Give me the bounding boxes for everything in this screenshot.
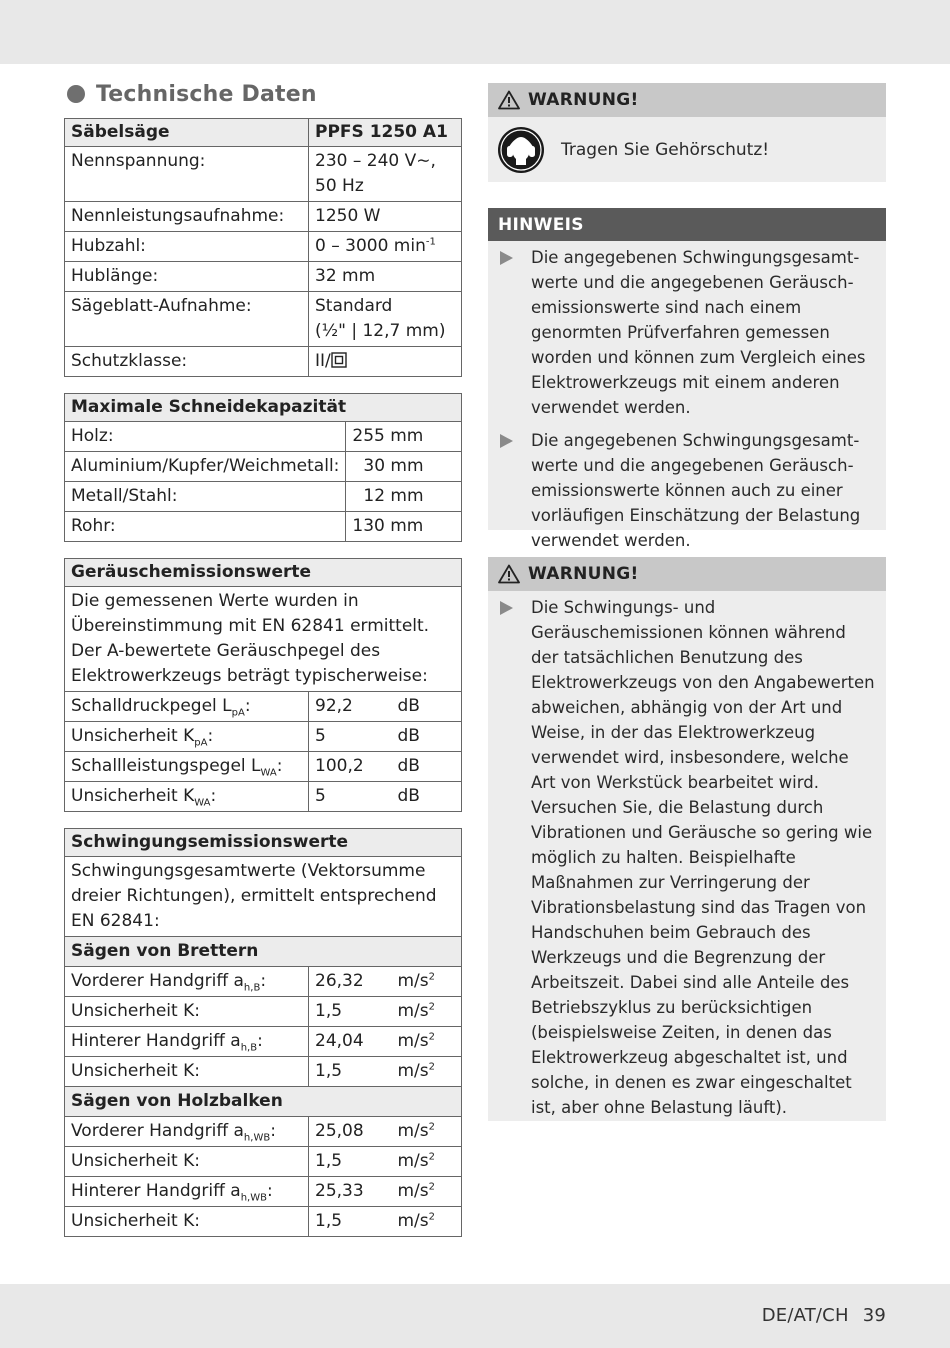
row-label: Sägeblatt-Aufnahme:: [65, 292, 309, 347]
table-row: [65, 1177, 462, 1207]
bullet-triangle-icon: [500, 434, 513, 448]
table-row: [65, 232, 462, 262]
table-row: [65, 262, 462, 292]
table-header-cell: Geräuschemissionswerte: [65, 559, 462, 587]
warning-title: WARNUNG!: [528, 90, 639, 110]
row-unit: $m/s^2$: [392, 1027, 462, 1057]
row-value: Standard (½" | 12,7 mm): [309, 292, 462, 347]
row-label: Unsicherheit K:: [65, 997, 309, 1027]
row-label: Unsicherheit K:: [65, 1057, 309, 1087]
warning-triangle-icon: [498, 90, 520, 110]
spec-table-vibration: [64, 828, 462, 1237]
row-label: Hubzahl:: [65, 232, 309, 262]
row-label: Nennleistungsaufnahme:: [65, 202, 309, 232]
row-unit: $m/s^2$: [392, 1057, 462, 1087]
hint-box: [488, 208, 886, 550]
warning-text: Tragen Sie Gehörschutz!: [561, 140, 770, 160]
row-unit: dB: [392, 782, 462, 812]
row-value: 5: [309, 722, 392, 752]
table-header-cell: Schwingungsemissionswerte: [65, 829, 462, 857]
warning-box-hearing: [488, 83, 886, 182]
table-row: [65, 482, 462, 512]
list-item: [488, 595, 886, 1120]
table-header-row: [65, 829, 462, 857]
top-margin-bar: [0, 0, 950, 64]
table-header-row: [65, 119, 462, 147]
row-label: Schallleistungspegel $L_{WA}$:: [65, 752, 309, 782]
row-value: 1,5: [309, 1147, 392, 1177]
table-subheader-row: [65, 1087, 462, 1117]
hint-text: Die angegebenen Schwingungsgesamtwerte und die angegebenen Geräuschemissionswerte können auch zu einer vorläufigen Einschätzung der Belastung verwendet werden.: [531, 431, 861, 550]
table-header-row: [65, 559, 462, 587]
group-heading: Sägen von Brettern: [65, 937, 462, 967]
row-label: Unsicherheit $K_{pA}$:: [65, 722, 309, 752]
row-value: 100,2: [309, 752, 392, 782]
row-label: Metall/Stahl:: [65, 482, 346, 512]
page-footer: [762, 1305, 886, 1326]
protection-class-ii-icon: [331, 352, 347, 368]
row-value: 1250 W: [309, 202, 462, 232]
warning-content: [488, 117, 886, 183]
row-unit: $m/s^2$: [392, 967, 462, 997]
row-value: 255 mm: [346, 422, 462, 452]
table-row: [65, 967, 462, 997]
row-value: 25,08: [309, 1117, 392, 1147]
spec-table-noise: [64, 558, 462, 812]
hint-title: HINWEIS: [498, 214, 584, 235]
row-label: Nennspannung:: [65, 147, 309, 202]
row-value: 30 mm: [346, 452, 462, 482]
hearing-protection-icon: [497, 126, 545, 174]
table-row: [65, 452, 462, 482]
row-value: 12 mm: [346, 482, 462, 512]
list-item: [488, 428, 886, 553]
row-unit: $m/s^2$: [392, 1177, 462, 1207]
row-label: Vorderer Handgriff $a_{h,B}$:: [65, 967, 309, 997]
warning-content: [488, 591, 886, 1120]
row-label: Rohr:: [65, 512, 346, 542]
hint-header: [488, 208, 886, 241]
table-row: [65, 292, 462, 347]
row-value: 32 mm: [309, 262, 462, 292]
row-unit: $m/s^2$: [392, 1147, 462, 1177]
table-row: [65, 512, 462, 542]
left-column: [64, 80, 462, 1253]
intro-text: Die gemessenen Werte wurden in Übereinstimmung mit EN 62841 ermittelt. Der A-bewertete Geräuschpegel des Elektrowerkzeugs beträgt typischerweise:: [65, 587, 462, 692]
table-header-cell: Säbelsäge: [65, 119, 309, 147]
row-label: Hinterer Handgriff $a_{h,B}$:: [65, 1027, 309, 1057]
row-label: Schalldruckpegel $L_{pA}$:: [65, 692, 309, 722]
row-label: Unsicherheit K:: [65, 1207, 309, 1237]
row-label: Vorderer Handgriff $a_{h,WB}$:: [65, 1117, 309, 1147]
table-row: [65, 1147, 462, 1177]
table-header-cell: PPFS 1250 A1: [309, 119, 462, 147]
table-row: [65, 857, 462, 937]
table-subheader-row: [65, 937, 462, 967]
table-row: [65, 587, 462, 692]
row-unit: dB: [392, 722, 462, 752]
warning-text: Die Schwingungs- und Geräuschemissionen können während der tatsächlichen Benutzung des Elektrowerkzeugs von den Angabewerten abweichen, abhängig von der Art und Weise, in der das Elektrowerkzeug verwendet wird, insbesondere, welche Art von Werkstück bearbeitet wird. Versuchen Sie, die Belastung durch Vibrationen und Geräusche so gering wie möglich zu halten. Beispielhafte Maßnahmen zur Verringerung der Vibrationsbelastung sind das Tragen von Handschuhen beim Gebrauch des Werkzeugs und die Begrenzung der Arbeitszeit. Dabei sind alle Anteile des Betriebszyklus zu berücksichtigen (beispielsweise Zeiten, in denen das Elektrowerkzeug abgeschaltet ist, und solche, in denen es zwar eingeschaltet ist, aber ohne Belastung läuft).: [531, 598, 875, 1117]
table-row: [65, 1207, 462, 1237]
intro-text: Schwingungsgesamtwerte (Vektorsumme dreier Richtungen), ermittelt entsprechend EN 62841:: [65, 857, 462, 937]
table-row: [65, 1057, 462, 1087]
row-label: Unsicherheit $K_{WA}$:: [65, 782, 309, 812]
table-row: [65, 202, 462, 232]
bullet-dot-icon: [67, 85, 85, 103]
row-label: Hublänge:: [65, 262, 309, 292]
row-value: 5: [309, 782, 392, 812]
row-value: 1,5: [309, 1207, 392, 1237]
list-item: [488, 245, 886, 420]
bullet-triangle-icon: [500, 601, 513, 615]
row-unit: dB: [392, 752, 462, 782]
row-value: 26,32: [309, 967, 392, 997]
bullet-triangle-icon: [500, 251, 513, 265]
table-row: [65, 752, 462, 782]
warning-box-vibration: [488, 557, 886, 1121]
row-unit: $m/s^2$: [392, 1207, 462, 1237]
spec-table-cutting-capacity: [64, 393, 462, 542]
row-label: Hinterer Handgriff $a_{h,WB}$:: [65, 1177, 309, 1207]
table-row: [65, 722, 462, 752]
table-row: [65, 422, 462, 452]
hint-content: [488, 241, 886, 553]
row-label: Aluminium/Kupfer/Weichmetall:: [65, 452, 346, 482]
row-value: 1,5: [309, 1057, 392, 1087]
table-header-row: [65, 394, 462, 422]
row-value: 130 mm: [346, 512, 462, 542]
warning-title: WARNUNG!: [528, 564, 639, 584]
row-value: II/: [309, 347, 462, 377]
group-heading: Sägen von Holzbalken: [65, 1087, 462, 1117]
row-unit: $m/s^2$: [392, 997, 462, 1027]
table-row: [65, 692, 462, 722]
row-value: 1,5: [309, 997, 392, 1027]
table-row: [65, 1027, 462, 1057]
row-value: 24,04: [309, 1027, 392, 1057]
warning-header: [488, 557, 886, 591]
row-label: Schutzklasse:: [65, 347, 309, 377]
footer-region: DE/AT/CH: [761, 1305, 849, 1326]
section-title: Technische Daten: [96, 81, 317, 107]
table-row: [65, 997, 462, 1027]
row-unit: dB: [392, 692, 462, 722]
row-value: 25,33: [309, 1177, 392, 1207]
warning-header: [488, 83, 886, 117]
row-value: 0 – 3000 $\min^{-1}$: [309, 232, 462, 262]
table-row: [65, 147, 462, 202]
row-unit: $m/s^2$: [392, 1117, 462, 1147]
table-header-cell: Maximale Schneidekapazität: [65, 394, 462, 422]
warning-triangle-icon: [498, 564, 520, 584]
page-number: 39: [862, 1305, 886, 1326]
row-label: Holz:: [65, 422, 346, 452]
row-value: 230 – 240 V∼, 50 Hz: [309, 147, 462, 202]
section-heading: [64, 80, 462, 108]
row-value: 92,2: [309, 692, 392, 722]
spec-table-general: [64, 118, 462, 377]
table-row: [65, 347, 462, 377]
hint-text: Die angegebenen Schwingungsgesamtwerte und die angegebenen Geräuschemissionswerte sind nach einem genormten Prüfverfahren gemessen worden und können zum Vergleich eines Elektrowerkzeugs mit einem anderen verwendet werden.: [531, 248, 866, 417]
table-row: [65, 782, 462, 812]
table-row: [65, 1117, 462, 1147]
row-label: Unsicherheit K:: [65, 1147, 309, 1177]
